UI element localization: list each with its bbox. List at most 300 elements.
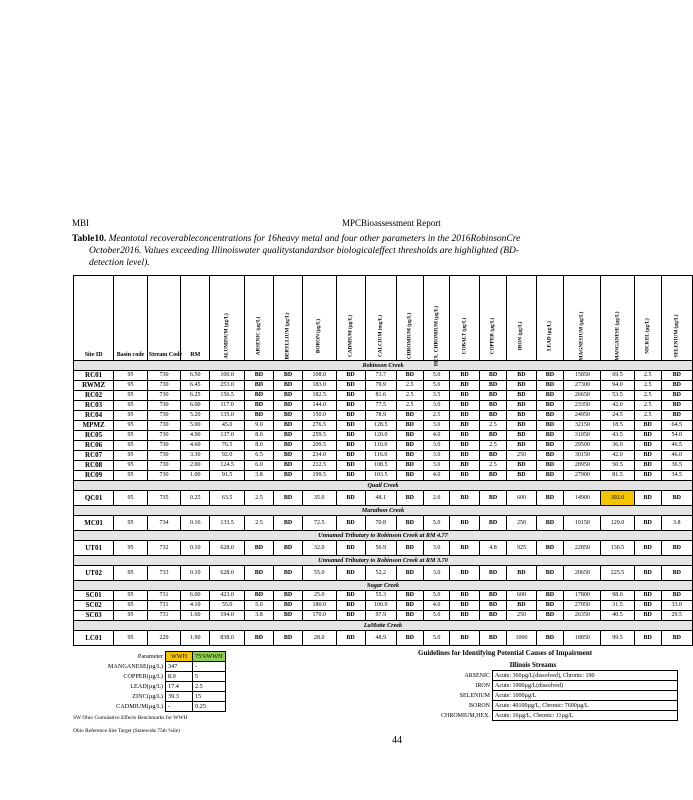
table-cell: 117.0 [210,401,245,411]
table-cell: BD [634,566,661,581]
table-cell: BD [634,631,661,646]
benchmark-parameter: LEAD(µg/L) [130,683,163,690]
table-cell: 144.0 [303,401,337,411]
table-cell: BD [244,541,273,556]
table-cell: BD [336,611,365,621]
table-cell: BD [450,601,479,611]
site-id-cell: UT01 [74,541,114,556]
table-cell: BD [634,471,661,481]
benchmark-parameter: MANGANESE(µg/L) [107,663,163,670]
table-cell: 40.5 [601,611,635,621]
table-cell: 34.5 [661,471,692,481]
table-cell: 95 [114,566,148,581]
column-header-label: MAGNESIUM (µg/L) [578,311,585,361]
table-cell: 46.5 [661,441,692,451]
table-cell: 183.0 [303,381,337,391]
table-cell: 2.5 [479,461,507,471]
column-header-label: CADMIUM (µg/L) [347,314,354,358]
table-caption [72,233,632,269]
table-cell: 45.0 [210,421,245,431]
table-row [74,541,693,556]
table-cell: BD [336,401,365,411]
table-cell: 77.5 [365,401,396,411]
table-cell: 730 [147,371,181,381]
creek-name: Marathon Creek [74,506,693,516]
table-cell: BD [634,591,661,601]
table-cell: 95 [114,471,148,481]
table-cell: 31.5 [601,601,635,611]
metals-table-wrap [73,275,683,646]
column-header [479,276,507,361]
table-cell: 6.00 [181,591,210,601]
table-cell: 925 [507,541,536,556]
table-cell: BD [507,421,536,431]
table-cell: BD [536,591,564,601]
table-cell: 730 [147,381,181,391]
site-id-cell: RC01 [74,371,114,381]
table-row [74,431,693,441]
table-cell: BD [479,431,507,441]
table-cell: 95 [114,631,148,646]
table-cell: 1.90 [181,631,210,646]
table-cell: 95 [114,431,148,441]
table-cell: 24.5 [601,411,635,421]
table-cell: 27050 [564,601,601,611]
table-cell: 628.0 [210,566,245,581]
benchmark-row [73,682,225,692]
table-cell: 18.5 [601,421,635,431]
table-cell: BD [244,411,273,421]
column-header [423,276,450,367]
footnotes [73,712,187,738]
table-cell: 36.0 [601,441,635,451]
highlighted-cell: 392.0 [601,491,635,506]
table-cell: 36.5 [661,461,692,471]
site-id-cell: RC07 [74,451,114,461]
table-cell: 3.0 [423,541,450,556]
table-cell: BD [661,381,692,391]
table-cell: 95 [114,541,148,556]
table-cell: 600 [507,591,536,601]
table-cell: 27300 [564,381,601,391]
table-cell: 4.0 [423,601,450,611]
benchmark-wwh: 8.9 [166,672,193,682]
table-cell: BD [273,411,302,421]
column-header [336,276,365,361]
table-cell: 734 [147,516,181,531]
table-row [74,461,693,471]
site-id-cell: RC08 [74,461,114,471]
table-cell: BD [450,461,479,471]
table-cell: BD [450,371,479,381]
table-header-row [74,276,693,361]
guideline-row [418,691,678,701]
benchmark-wwh: - [166,702,193,712]
table-cell: BD [634,441,661,451]
column-header-label: NICKEL (µg/L) [644,318,651,354]
table-cell: 5.0 [423,631,450,646]
page-number: 44 [392,735,402,746]
table-cell: 730 [147,461,181,471]
table-cell: BD [396,541,423,556]
table-cell: 100.0 [210,371,245,381]
table-cell: BD [536,631,564,646]
table-cell: 95 [114,451,148,461]
table-cell: 1.60 [181,611,210,621]
table-cell: BD [507,461,536,471]
table-cell: 22850 [564,541,601,556]
table-cell: 2.5 [423,411,450,421]
caption-line1: Meantotal recoverableconcentrations for 16heavy metal and four other parameters in the 2016RobinsonCre [106,234,521,244]
table-cell: 95 [114,461,148,471]
table-cell: BD [507,566,536,581]
table-cell: 32150 [564,421,601,431]
table-cell: BD [273,421,302,431]
table-cell: BD [396,491,423,506]
table-cell: 2.0 [423,491,450,506]
table-cell: 3.0 [423,566,450,581]
table-cell: BD [634,451,661,461]
table-cell: BD [244,391,273,401]
table-cell: BD [396,611,423,621]
column-header [244,276,273,361]
guideline-value: Acute: 1000µg/L(dissolved) [493,681,678,691]
column-header [507,276,536,361]
column-header-label: ARSENIC (µg/L) [255,316,262,356]
table-cell: 199.5 [303,471,337,481]
table-cell: 15850 [564,371,601,381]
table-cell: 95 [114,591,148,601]
column-header: RM [181,276,210,361]
table-cell: 35.0 [303,491,337,506]
table-cell: 42.0 [601,401,635,411]
benchmark-row [73,702,225,712]
table-cell: BD [661,491,692,506]
creek-row [74,621,693,631]
site-id-cell: SC01 [74,591,114,601]
table-row [74,516,693,531]
benchmark-row [73,692,225,702]
site-id-cell: SC03 [74,611,114,621]
creek-row [74,531,693,541]
creek-name: Robinson Creek [74,361,693,371]
table-cell: 3.0 [423,401,450,411]
table-cell: BD [479,371,507,381]
header-left: MBI [72,218,90,228]
table-cell: 50.5 [601,461,635,471]
table-cell: 156.5 [210,391,245,401]
table-cell: 73.7 [365,371,396,381]
table-cell: 72.5 [303,516,337,531]
column-header [210,276,245,361]
benchmark-header-row [73,652,225,662]
table-cell: BD [479,381,507,391]
column-header [536,276,564,361]
table-cell: 48.1 [365,491,396,506]
table-cell: BD [396,471,423,481]
table-cell: BD [536,411,564,421]
table-cell: 0.25 [181,491,210,506]
table-cell: BD [396,411,423,421]
table-cell: BD [536,601,564,611]
table-cell: 55.0 [210,601,245,611]
table-cell: BD [244,566,273,581]
table-cell: 229 [147,631,181,646]
table-cell: 100.9 [365,601,396,611]
column-header-label: MANGANESE (µg/L) [614,311,621,361]
column-header-label: COBALT (µg/L) [461,317,467,355]
table-cell: BD [536,451,564,461]
table-cell: 212.5 [303,461,337,471]
table-cell: 25.0 [303,591,337,601]
guideline-row [418,671,678,681]
table-cell: 81.5 [601,471,635,481]
table-cell: BD [450,431,479,441]
column-header [634,276,661,361]
caption-label: Table10. [72,234,107,244]
table-cell: BD [536,541,564,556]
creek-name: LaMotte Creek [74,621,693,631]
creek-row [74,481,693,491]
table-cell: 276.5 [303,421,337,431]
table-cell: 78.9 [365,411,396,421]
table-cell: BD [536,371,564,381]
column-header [396,276,423,361]
creek-row [74,581,693,591]
guideline-value: Acute: 1000µg/L [493,691,678,701]
table-cell: BD [336,371,365,381]
table-cell: 95 [114,601,148,611]
table-row [74,601,693,611]
table-cell: BD [336,411,365,421]
table-cell: BD [336,441,365,451]
table-cell: 2.5 [396,401,423,411]
table-cell: BD [661,411,692,421]
site-id-cell: RC03 [74,401,114,411]
table-cell: 116.0 [365,451,396,461]
table-cell: BD [273,441,302,451]
benchmark-parameter: CADMIUM(µg/L) [116,703,163,710]
table-cell: 30150 [564,451,601,461]
table-cell: 95 [114,516,148,531]
table-cell: BD [536,431,564,441]
table-cell: 52.2 [365,566,396,581]
table-cell: 95 [114,441,148,451]
table-cell: BD [450,391,479,401]
table-cell: 28.0 [303,631,337,646]
guideline-row [418,701,678,711]
site-id-cell: UT02 [74,566,114,581]
table-cell: 97.9 [365,611,396,621]
table-cell: BD [634,611,661,621]
table-row [74,381,693,391]
table-row [74,371,693,381]
table-cell: 29500 [564,441,601,451]
table-cell: BD [634,461,661,471]
table-cell: 6.45 [181,381,210,391]
table-cell: 6.5 [244,451,273,461]
table-row [74,471,693,481]
table-cell: BD [507,381,536,391]
table-cell: 27900 [564,471,601,481]
table-cell: BD [336,461,365,471]
table-cell: BD [450,441,479,451]
table-cell: BD [450,401,479,411]
table-cell: 730 [147,471,181,481]
table-cell: 250 [507,516,536,531]
table-cell: 9.0 [244,421,273,431]
table-cell: BD [244,381,273,391]
guideline-value: Acute: 16µg/L, Chronic: 11µg/L [493,711,678,721]
table-cell: BD [479,516,507,531]
table-row [74,401,693,411]
table-cell: 2.5 [634,411,661,421]
table-row [74,631,693,646]
guideline-value: Acute: 40100µg/L, Chronic: 7600µg/L [493,701,678,711]
table-cell: 733 [147,566,181,581]
table-cell: 4.90 [181,431,210,441]
table-cell: BD [536,381,564,391]
table-cell: 730 [147,391,181,401]
table-cell: BD [336,631,365,646]
table-cell: 26350 [564,611,601,621]
site-id-cell: SC02 [74,601,114,611]
table-cell: 628.0 [210,541,245,556]
table-cell: 3.0 [423,441,450,451]
column-header [303,276,337,361]
table-cell: BD [336,431,365,441]
table-cell: BD [661,541,692,556]
table-cell: 6.00 [181,401,210,411]
table-cell: BD [479,631,507,646]
table-cell: 95 [114,391,148,401]
table-cell: BD [450,411,479,421]
table-cell: 0.16 [181,516,210,531]
site-id-cell: RC06 [74,441,114,451]
table-cell: BD [273,381,302,391]
table-cell: 120.0 [365,431,396,441]
table-cell: BD [273,391,302,401]
table-cell: BD [244,591,273,601]
table-cell: BD [536,421,564,431]
table-cell: BD [661,401,692,411]
table-cell: 48.9 [365,631,396,646]
table-cell: 2.5 [396,381,423,391]
site-id-cell: MC01 [74,516,114,531]
table-cell: 3.0 [423,451,450,461]
benchmark-75pct: 5 [193,672,226,682]
table-cell: BD [507,441,536,451]
guideline-row [418,711,678,721]
table-cell: 732 [147,541,181,556]
caption-line2: October2016. Values exceeding Illinoiswater qualitystandardsor biologicaleffect thresholds are highlighted (BD- [89,246,520,256]
table-cell: 2.5 [634,401,661,411]
table-cell: BD [273,611,302,621]
table-cell: BD [450,381,479,391]
creek-row [74,556,693,566]
benchmark-wwh: 347 [166,662,193,672]
table-cell: 2.5 [479,441,507,451]
table-cell: BD [396,431,423,441]
benchmark-75pct: - [193,662,226,672]
table-cell: BD [507,471,536,481]
creek-name: Unnamed Tributary to Robinson Creek at RM 4.77 [74,531,693,541]
table-cell: 17800 [564,591,601,601]
table-cell: 170.0 [303,611,337,621]
table-cell: BD [634,421,661,431]
table-cell: 99.5 [601,631,635,646]
table-cell: BD [450,451,479,461]
table-cell: BD [479,411,507,421]
table-cell: 103.5 [365,471,396,481]
table-cell: BD [273,631,302,646]
metals-table [73,275,693,646]
table-cell: 250 [507,451,536,461]
header-center: MPCBioassessment Report [342,218,441,228]
table-cell: 95 [114,611,148,621]
table-cell: BD [634,491,661,506]
table-cell: BD [273,491,302,506]
table-cell: 6.25 [181,391,210,401]
table-cell: 2.00 [181,461,210,471]
table-cell: BD [336,421,365,431]
table-cell: 76.5 [210,441,245,451]
table-cell: BD [450,471,479,481]
table-cell: 108.5 [365,461,396,471]
table-cell: 730 [147,401,181,411]
column-header [601,276,635,361]
table-cell: BD [507,601,536,611]
table-cell: BD [479,591,507,601]
table-cell: BD [536,401,564,411]
table-cell: BD [507,401,536,411]
table-cell: BD [450,631,479,646]
table-cell: 4.10 [181,601,210,611]
table-cell: BD [273,371,302,381]
table-cell: 731 [147,601,181,611]
table-cell: BD [479,566,507,581]
table-cell: BD [273,601,302,611]
table-cell: BD [336,451,365,461]
table-cell: 24950 [564,411,601,421]
table-cell: 730 [147,421,181,431]
table-cell: 194.0 [210,611,245,621]
guideline-parameter: BORON [468,702,490,709]
table-cell: 53.5 [601,391,635,401]
table-cell: 64.5 [661,421,692,431]
table-cell: BD [396,441,423,451]
table-cell: 128.5 [365,421,396,431]
table-cell: BD [396,516,423,531]
table-cell: 253.0 [210,381,245,391]
table-cell: 3.8 [244,471,273,481]
table-cell: 31050 [564,431,601,441]
table-cell: 838.0 [210,631,245,646]
table-cell: BD [661,631,692,646]
table-cell: BD [396,591,423,601]
table-cell: 5.0 [423,611,450,621]
benchmark-parameter: COPPER(µg/L) [123,673,163,680]
table-cell: 79.9 [365,381,396,391]
table-cell: BD [273,401,302,411]
table-row [74,451,693,461]
column-header-label: IRON (µg/L) [517,321,524,351]
table-cell: 55.0 [303,566,337,581]
table-cell: 0.10 [181,541,210,556]
table-cell: 5.0 [423,591,450,601]
table-cell: 735 [147,491,181,506]
table-cell: BD [450,491,479,506]
